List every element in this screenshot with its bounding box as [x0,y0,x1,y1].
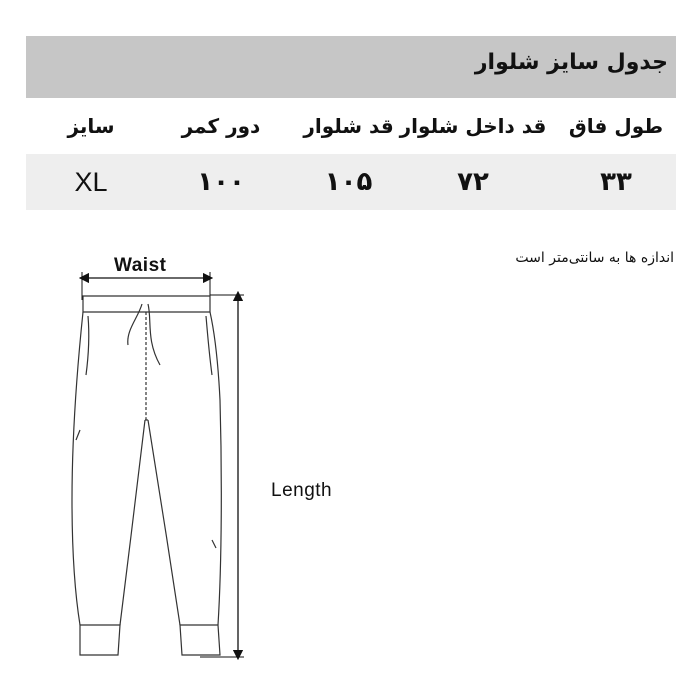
pants-outline [72,296,221,655]
header-waist: دور کمر [181,114,261,138]
header-inseam: قد داخل شلوار [399,114,547,138]
header-pants-length: قد شلوار [303,114,394,138]
size-table-title: جدول سایز شلوار [474,50,668,75]
units-note: اندازه ها به سانتی‌متر است [515,250,674,266]
cell-inseam: ۷۲ [457,167,489,197]
header-rise: طول فاق [568,114,664,138]
cell-waist: ۱۰۰ [197,167,245,197]
cell-rise: ۳۳ [600,167,632,197]
header-size: سایز [67,114,115,138]
cell-pants-length: ۱۰۵ [324,167,373,197]
length-label: Length [271,480,333,501]
cell-size: XL [74,166,108,197]
waist-label: Waist [114,255,167,276]
